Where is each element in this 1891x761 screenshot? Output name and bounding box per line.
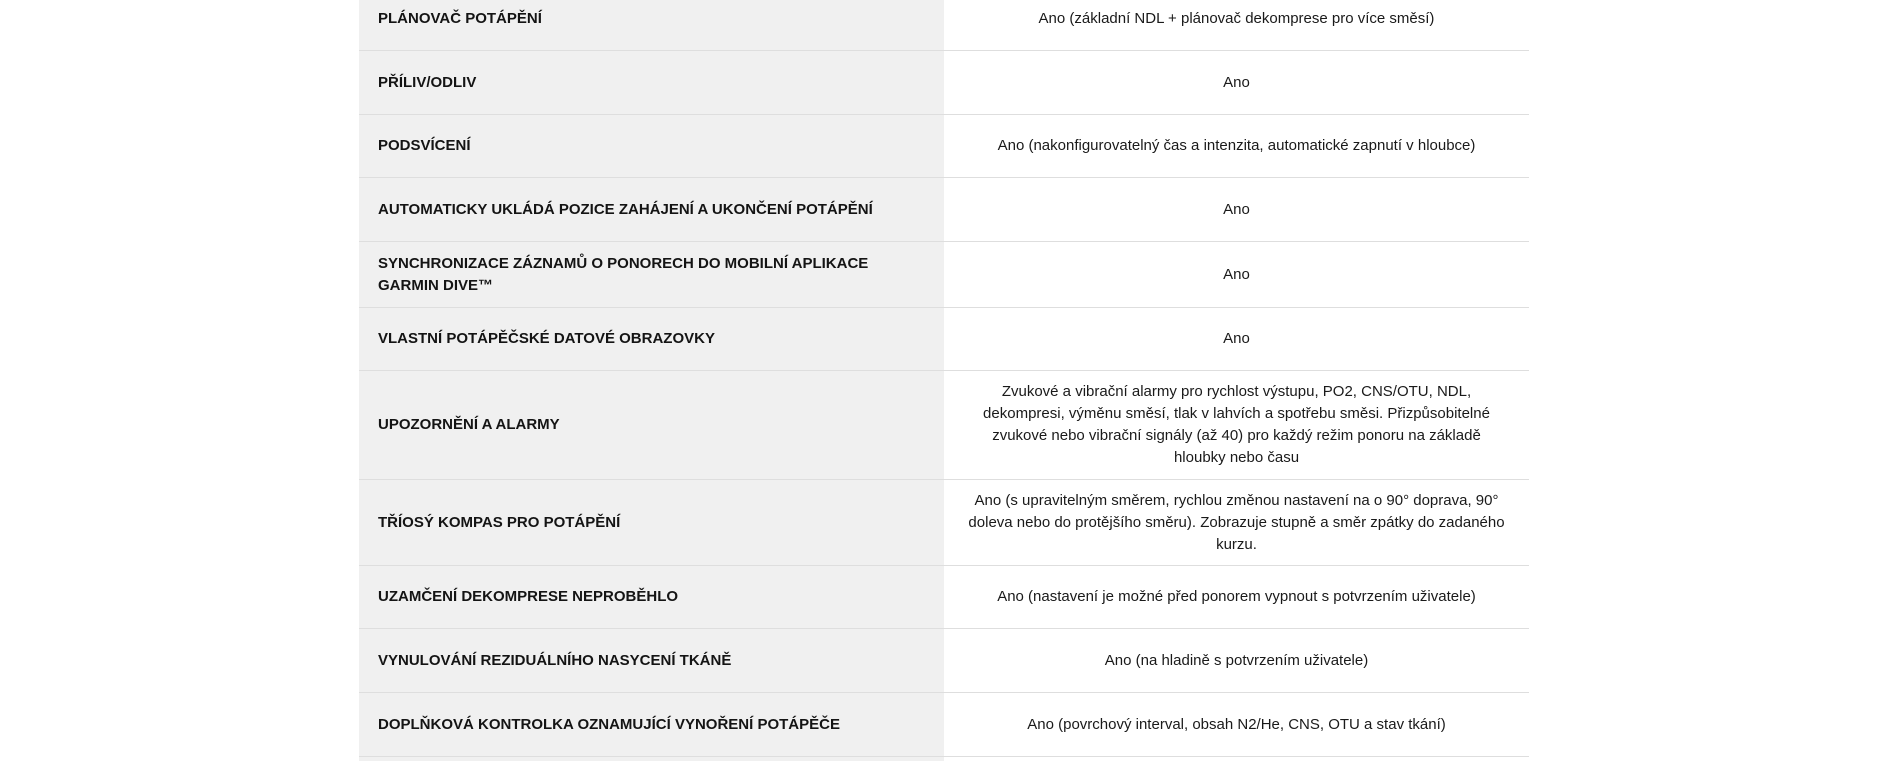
spec-value: Ano (nakonfigurovatelný čas a intenzita, automatické zapnutí v hloubce) bbox=[944, 115, 1529, 177]
spec-row bbox=[359, 115, 1529, 178]
spec-label: VYNULOVÁNÍ REZIDUÁLNÍHO NASYCENÍ TKÁNĚ bbox=[359, 629, 944, 692]
spec-row bbox=[359, 242, 1529, 308]
spec-label: PLÁNOVAČ POTÁPĚNÍ bbox=[359, 0, 944, 50]
spec-row bbox=[359, 0, 1529, 51]
spec-table bbox=[359, 0, 1529, 761]
spec-label: SYNCHRONIZACE ZÁZNAMŮ O PONORECH DO MOBILNÍ APLIKACE GARMIN DIVE™ bbox=[359, 242, 944, 307]
spec-row bbox=[359, 566, 1529, 629]
spec-label: PŘÍLIV/ODLIV bbox=[359, 51, 944, 114]
spec-label: UZAMČENÍ DEKOMPRESE NEPROBĚHLO bbox=[359, 566, 944, 628]
spec-row bbox=[359, 371, 1529, 480]
spec-value: Ano (nastavení je možné před ponorem vypnout s potvrzením uživatele) bbox=[944, 566, 1529, 628]
spec-value: Ano (povrchový interval, obsah N2/He, CNS, OTU a stav tkání) bbox=[944, 693, 1529, 756]
spec-row bbox=[359, 480, 1529, 566]
spec-value: Ano bbox=[944, 51, 1529, 114]
spec-label: VLASTNÍ POTÁPĚČSKÉ DATOVÉ OBRAZOVKY bbox=[359, 308, 944, 370]
spec-value bbox=[944, 757, 1529, 761]
spec-label: DOPLŇKOVÁ KONTROLKA OZNAMUJÍCÍ VYNOŘENÍ POTÁPĚČE bbox=[359, 693, 944, 756]
spec-label: TŘÍOSÝ KOMPAS PRO POTÁPĚNÍ bbox=[359, 480, 944, 565]
spec-row bbox=[359, 308, 1529, 371]
spec-value: Ano (základní NDL + plánovač dekomprese pro více směsí) bbox=[944, 0, 1529, 50]
spec-value: Ano (s upravitelným směrem, rychlou změnou nastavení na o 90° doprava, 90° doleva nebo do protějšího směru). Zobrazuje stupně a směr zpátky do zadaného kurzu. bbox=[944, 480, 1529, 565]
spec-label: AUTOMATICKY UKLÁDÁ POZICE ZAHÁJENÍ A UKONČENÍ POTÁPĚNÍ bbox=[359, 178, 944, 241]
spec-label: UPOZORNĚNÍ A ALARMY bbox=[359, 371, 944, 479]
spec-value: Ano (na hladině s potvrzením uživatele) bbox=[944, 629, 1529, 692]
spec-row bbox=[359, 51, 1529, 115]
spec-label: PODSVÍCENÍ bbox=[359, 115, 944, 177]
spec-row bbox=[359, 757, 1529, 761]
spec-row bbox=[359, 629, 1529, 693]
spec-row bbox=[359, 693, 1529, 757]
spec-value: Ano bbox=[944, 308, 1529, 370]
spec-value: Zvukové a vibrační alarmy pro rychlost výstupu, PO2, CNS/OTU, NDL, dekompresi, výměnu směsí, tlak v lahvích a spotřebu směsi. Přizpůsobitelné zvukové nebo vibrační signály (až 40) pro každý režim ponoru na základě hloubky nebo času bbox=[944, 371, 1529, 479]
spec-row bbox=[359, 178, 1529, 242]
spec-label bbox=[359, 757, 944, 761]
spec-value: Ano bbox=[944, 178, 1529, 241]
spec-value: Ano bbox=[944, 242, 1529, 307]
